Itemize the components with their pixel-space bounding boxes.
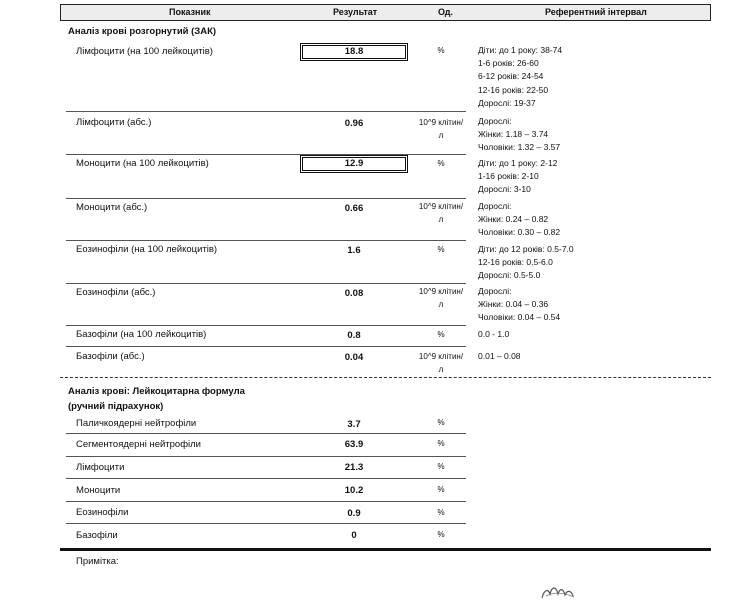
header-unit: Од. [438, 7, 453, 17]
row-unit: % [437, 462, 445, 471]
section-separator [60, 377, 711, 378]
row-result: 0 [351, 530, 357, 541]
row-divider [66, 523, 466, 524]
table-header [60, 4, 711, 21]
row-divider [66, 478, 466, 479]
section2-title-line2: (ручний підрахунок) [68, 401, 164, 412]
row-reference [478, 350, 521, 363]
row-unit: 10^9 клітин/л [418, 202, 464, 224]
row-divider [66, 346, 466, 347]
row-result: 0.96 [344, 118, 364, 129]
ref-line: Чоловіки: 0.30 – 0.82 [478, 227, 561, 238]
row-name: Моноцити (на 100 лейкоцитів) [76, 158, 209, 169]
row-divider [66, 198, 466, 199]
row-divider [66, 456, 466, 457]
row-name: Лімфоцити (абс.) [76, 117, 152, 128]
row-name: Базофіли (на 100 лейкоцитів) [76, 329, 207, 340]
header-indicator: Показник [169, 7, 211, 17]
ref-line: 12-16 років: 0.5-6.0 [478, 257, 553, 268]
section2-title-line1: Аналіз крові: Лейкоцитарна формула [68, 386, 245, 397]
row-divider [66, 111, 466, 112]
row-name: Паличкоядерні нейтрофіли [76, 418, 197, 429]
row-name: Лімфоцити [76, 462, 125, 473]
ref-line: Чоловіки: 1.32 – 3.57 [478, 142, 561, 153]
row-result: 21.3 [344, 462, 364, 473]
row-result: 12.9 [300, 155, 408, 173]
note-label: Примітка: [76, 556, 119, 567]
ref-line: 0.01 – 0.08 [478, 351, 521, 361]
ref-line: Жінки: 0.04 – 0.36 [478, 299, 549, 310]
ref-line: 6-12 років: 24-54 [478, 71, 544, 82]
row-divider [66, 325, 466, 326]
ref-line: Дорослі: [478, 286, 512, 296]
ref-line: Дорослі: [478, 116, 512, 126]
row-result: 0.08 [344, 288, 364, 299]
row-name: Лімфоцити (на 100 лейкоцитів) [76, 46, 213, 57]
row-name: Базофіли (абс.) [76, 351, 145, 362]
ref-line: Дорослі: 3-10 [478, 184, 531, 195]
row-result: 3.7 [347, 419, 361, 430]
row-unit: % [437, 485, 445, 494]
table-bottom-rule [60, 548, 711, 551]
ref-line: 0.0 - 1.0 [478, 329, 510, 339]
row-unit: 10^9 клітин/л [418, 118, 464, 140]
row-result: 63.9 [344, 439, 364, 450]
ref-line: Дорослі: 19-37 [478, 97, 536, 108]
ref-line: Чоловіки: 0.04 – 0.54 [478, 312, 561, 323]
row-unit: 10^9 клітин/л [418, 352, 464, 374]
ref-line: Жінки: 1.18 – 3.74 [478, 129, 549, 140]
header-result: Результат [333, 7, 378, 17]
row-unit: 10^9 клітин/л [418, 287, 464, 309]
row-unit: % [437, 46, 445, 55]
ref-line: Жінки: 0.24 – 0.82 [478, 214, 549, 225]
row-name: Еозинофіли [76, 507, 129, 518]
section2-title [68, 384, 245, 414]
row-unit: % [437, 245, 445, 254]
row-reference [478, 285, 560, 325]
ref-line: Діти: до 1 року: 2-12 [478, 158, 558, 168]
row-name: Базофіли [76, 530, 118, 541]
row-divider [66, 501, 466, 502]
ref-line: 1-16 років: 2-10 [478, 171, 539, 182]
row-reference [478, 115, 560, 155]
row-result: 0.04 [344, 352, 364, 363]
row-unit: % [437, 508, 445, 517]
row-unit: % [437, 439, 445, 448]
row-unit: % [437, 330, 445, 339]
ref-line: Дорослі: 0.5-5.0 [478, 270, 541, 281]
ref-line: Діти: до 1 року: 38-74 [478, 45, 563, 55]
row-result: 10.2 [344, 485, 364, 496]
row-reference [478, 200, 560, 240]
row-name: Моноцити [76, 485, 121, 496]
row-unit: % [437, 159, 445, 168]
ref-line: Діти: до 12 років: 0.5-7.0 [478, 244, 574, 254]
ref-line: 12-16 років: 22-50 [478, 84, 549, 95]
header-reference: Референтний інтервал [545, 7, 647, 17]
row-unit: % [437, 530, 445, 539]
row-result: 18.8 [300, 43, 408, 61]
row-result: 1.6 [347, 245, 361, 256]
row-name: Сегментоядерні нейтрофіли [76, 439, 201, 450]
row-reference [478, 243, 574, 283]
signature-stamp [528, 576, 708, 600]
row-unit: % [437, 418, 445, 427]
row-name: Еозинофіли (на 100 лейкоцитів) [76, 244, 218, 255]
section1-title: Аналіз крові розгорнутий (ЗАК) [68, 26, 217, 37]
row-name: Моноцити (абс.) [76, 202, 148, 213]
row-name: Еозинофіли (абс.) [76, 287, 156, 298]
row-divider [66, 433, 466, 434]
row-result: 0.9 [347, 508, 361, 519]
ref-line: 1-6 років: 26-60 [478, 58, 539, 69]
row-reference [478, 44, 562, 110]
row-result: 0.8 [347, 330, 361, 341]
row-reference [478, 157, 557, 197]
row-divider [66, 240, 466, 241]
row-reference [478, 328, 509, 341]
row-result: 0.66 [344, 203, 364, 214]
row-divider [66, 283, 466, 284]
ref-line: Дорослі: [478, 201, 512, 211]
